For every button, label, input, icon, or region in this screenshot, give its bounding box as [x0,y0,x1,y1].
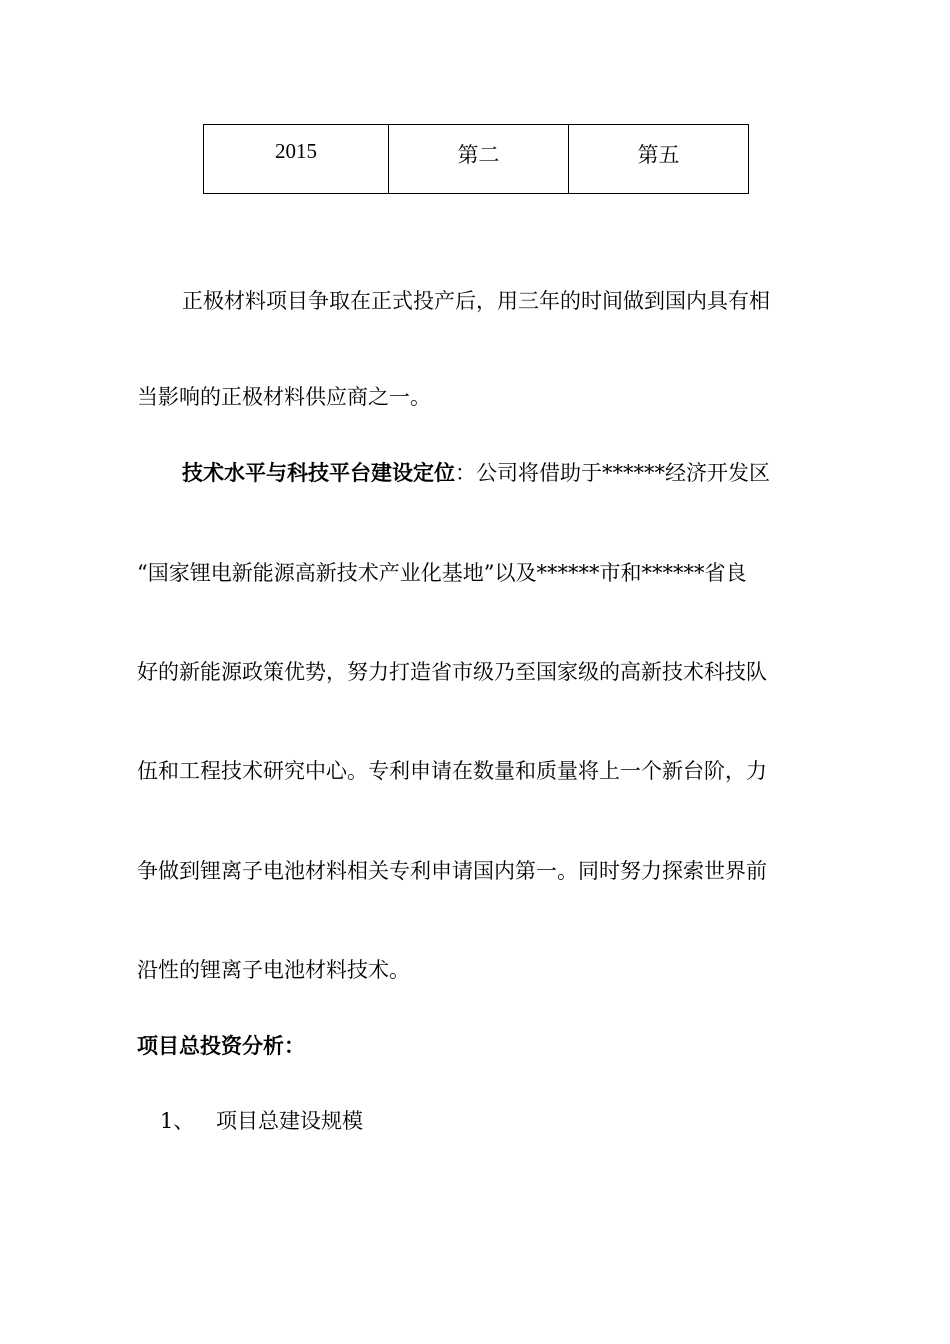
para2-line3: 好的新能源政策优势，努力打造省市级乃至国家级的高新技术科技队 [137,660,767,684]
para2-line4: 伍和工程技术研究中心。专利申请在数量和质量将上一个新台阶，力 [137,759,767,783]
para2-line2: “国家锂电新能源高新技术产业化基地”以及******市和******省良 [137,561,747,585]
para2-line1-text: 公司将借助于******经济开发区 [476,461,770,485]
table-row [204,125,749,194]
para2-heading: 技术水平与科技平台建设定位 [182,460,455,485]
list-item-number: 1、 [160,1109,195,1133]
table-cell-year: 2015 [204,125,389,194]
table-cell-second: 第二 [389,125,569,194]
section-heading: 项目总投资分析： [137,1033,305,1058]
para1-line2: 当影响的正极材料供应商之一。 [137,385,431,409]
para2-line1 [182,458,770,488]
data-table [203,124,749,194]
table-cell-fifth: 第五 [569,125,749,194]
para2-colon: ： [455,461,476,485]
list-item-text: 项目总建设规模 [216,1109,363,1133]
para2-line6: 沿性的锂离子电池材料技术。 [137,958,410,982]
para1-line1: 正极材料项目争取在正式投产后，用三年的时间做到国内具有相 [182,289,770,313]
para2-line5: 争做到锂离子电池材料相关专利申请国内第一。同时努力探索世界前 [137,859,767,883]
